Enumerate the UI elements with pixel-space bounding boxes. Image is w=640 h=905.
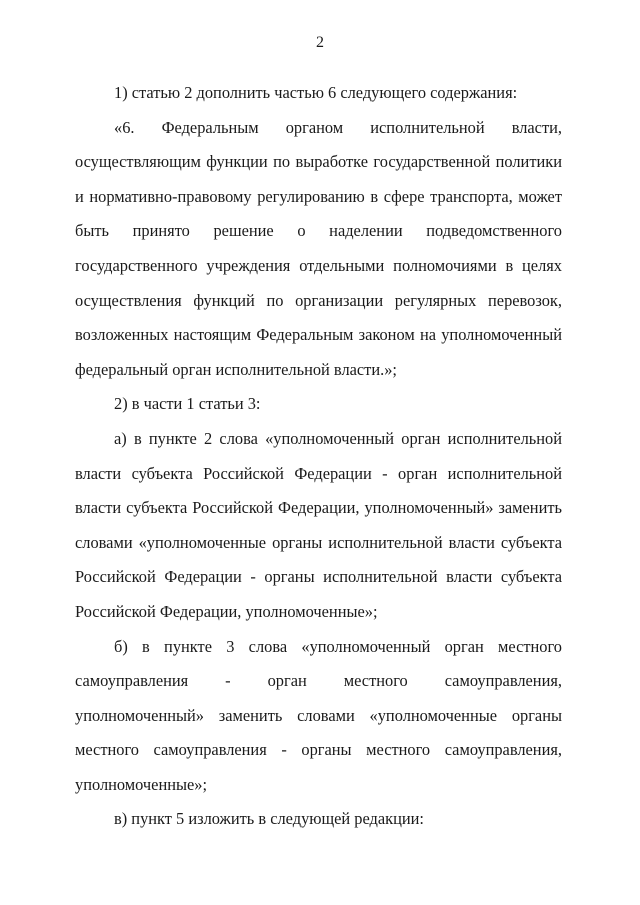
- paragraph-item-v: в) пункт 5 изложить в следующей редакции:: [114, 809, 424, 829]
- paragraph-amend-article-3: 2) в части 1 статьи 3:: [114, 394, 261, 414]
- paragraph-item-b: б) в пункте 3 слова «уполномоченный орган местного самоуправления - орган местного самоуправления, уполномоченный» заменить словами «уполномоченные органы местного самоуправления - органы местного самоуправления, уполномоченные»;: [75, 636, 562, 794]
- page-number: 2: [316, 34, 324, 51]
- paragraph-item-a: а) в пункте 2 слова «уполномоченный орган исполнительной власти субъекта Российской Федерации - орган исполнительной власти субъекта Российской Федерации, уполномоченный» заменить словами «уполномоченные органы исполнительной власти субъекта Российской Федерации - органы исполнительной власти субъекта Российской Федерации, уполномоченные»;: [75, 428, 562, 621]
- document-body: [75, 76, 562, 837]
- paragraph-part-6-text: «6. Федеральным органом исполнительной власти, осуществляющим функции по выработке государственной политики и нормативно-правовому регулированию в сфере транспорта, может быть принято решение о наделении подведомственного государственного учреждения отдельными полномочиями в целях осуществления функций по организации регулярных перевозок, возложенных настоящим Федеральным законом на уполномоченный федеральный орган исполнительной власти.»;: [75, 117, 562, 379]
- paragraph-amend-article-2: 1) статью 2 дополнить частью 6 следующего содержания:: [114, 83, 518, 102]
